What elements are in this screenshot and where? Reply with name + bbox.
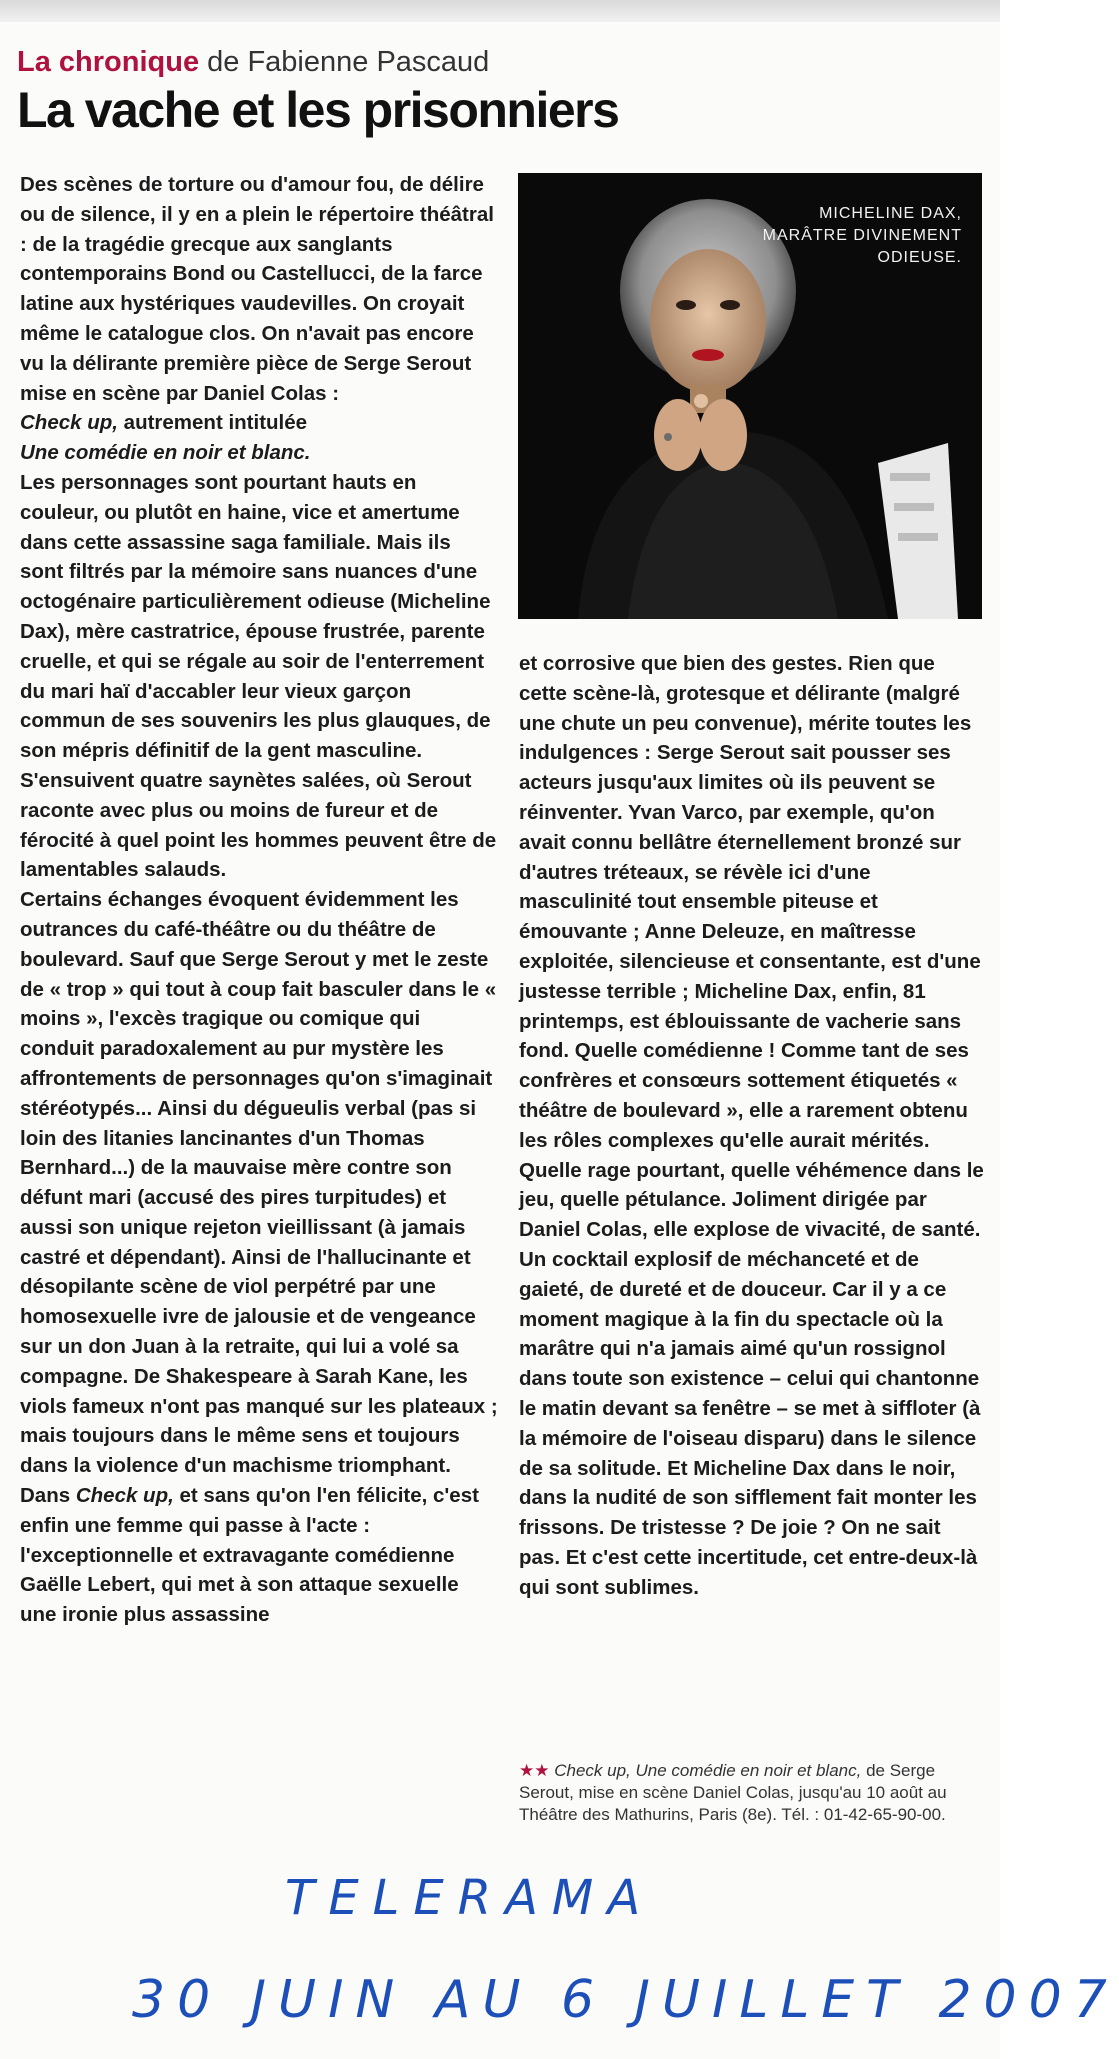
para-intro-cont: autrement intitulée bbox=[117, 411, 308, 435]
rating-stars: ★★ bbox=[519, 1761, 550, 1780]
para-characters: Les personnages sont pourtant hauts en couleur, ou plutôt en haine, vice et amertume dans cette assassine saga familiale. Mais ils sont filtrés par la mémoire sans nuances d'une octogénaire particulièrement odieuse (Micheline Dax), mère castratrice, épouse frustrée, parente cruelle, et qui se régale au soir de l'enterrement du mari haï d'accabler leur vieux garçon commun de ses souvenirs les plus glauques, de son mépris définitif de la gent masculine. S'ensuivent quatre saynètes salées, où Serout raconte avec plus ou moins de fureur et de férocité à quel point les hommes peuvent être de lamentables salauds. bbox=[20, 470, 497, 882]
actress-photo bbox=[518, 173, 982, 619]
para-exchanges-end: et sans qu'on l'en félicite, c'est enfin une femme qui passe à l'acte : l'exceptionnelle et extravagante comédienne Gaëlle Lebert, qui met à son attaque sexuelle une ironie plus assassine bbox=[20, 1484, 479, 1627]
para-exchanges: Certains échanges évoquent évidemment les outrances du café-théâtre ou du théâtre de boulevard. Sauf que Serge Serout y met le zeste de « trop » qui tout à coup fait basculer dans le « moins », l'excès tragique ou comique qui conduit paradoxalement au pur mystère les affrontements de personnages qu'on s'imaginait stéréotypés... Ainsi du dégueulis verbal (pas si loin des litanies lancinantes d'un Thomas Bernhard...) de la mauvaise mère contre son défunt mari (accusé des pires turpitudes) et aussi son unique rejeton vieillissant (à jamais castré et dépendant). Ainsi de l'hallucinante et désopilante scène de viol perpétré par une homosexuelle ivre de jalousie et de vengeance sur un don Juan à la retraite, qui lui a volé sa compagne. De Shakespeare à Sarah Kane, les viols fameux n'ont pas manqué sur les plateaux ; mais toujours dans le même sens et toujours dans la violence d'un machisme triomphant. Dans bbox=[20, 888, 498, 1508]
handwritten-publication: TELERAMA bbox=[285, 1870, 655, 1926]
play-title-italic-2: Check up, bbox=[70, 1484, 174, 1508]
right-column: et corrosive que bien des gestes. Rien que cette scène-là, grotesque et délirante (malgré une chute un peu convenue), mérite toutes les indulgences : Serge Serout sait pousser ses acteurs jusqu'aux limites où ils peuvent se réinventer. Yvan Varco, par exemple, qu'on avait connu bellâtre éternellement bronzé sur d'autres tréteaux, se révèle ici d'une masculinité tout ensemble piteuse et émouvante ; Anne Deleuze, en maîtresse exploitée, silencieuse et consentante, est d'une justesse terrible ; Micheline Dax, enfin, 81 printemps, est éblouissante de vacherie sans fond. Quelle comédienne ! Comme tant de ses confrères et consœurs sottement étiquetés « théâtre de boulevard », elle a rarement obtenu les rôles complexes qu'elle aurait mérités. Quelle rage pourtant, quelle véhémence dans le jeu, quelle pétulance. Joliment dirigée par Daniel Colas, elle explose de vivacité, de santé. Un cocktail explosif de méchanceté et de gaieté, de dureté et de douceur. Car il y a ce moment magique à la fin du spectacle où la marâtre qui n'a jamais aimé qu'un rossignol dans toute son existence – celui qui chantonne le matin devant sa fenêtre – se met à siffloter (à la mémoire de l'oiseau disparu) dans le silence de sa solitude. Et Micheline Dax dans le noir, dans la nudité de son sifflement fait monter les frissons. De tristesse ? De joie ? On ne sait pas. Et c'est cette incertitude, cet entre-deux-là qui sont sublimes. bbox=[519, 652, 984, 1599]
footnote-title: Check up, Une comédie en noir et blanc, bbox=[554, 1761, 862, 1780]
para-intro: Des scènes de torture ou d'amour fou, de délire ou de silence, il y en a plein le répertoire théâtral : de la tragédie grecque aux sanglants contemporains Bond ou Castellucci, de la farce latine aux hystériques vaudevilles. On croyait même le catalogue clos. On n'avait pas encore vu la délirante première pièce de Serge Serout mise en scène par Daniel Colas : bbox=[20, 173, 494, 405]
chronique-line bbox=[17, 44, 957, 80]
footnote-details: de Serge Serout, mise en scène Daniel Colas, jusqu'au 10 août au Théâtre des Mathurins, Paris (8e). Tél. : 01-42-65-90-00. bbox=[519, 1761, 947, 1824]
article-title: La vache et les prisonniers bbox=[17, 82, 619, 138]
play-title-italic: Check up, bbox=[20, 411, 118, 435]
left-column bbox=[20, 170, 498, 1630]
section-label: La chronique bbox=[17, 46, 200, 78]
author-byline: de Fabienne Pascaud bbox=[207, 46, 490, 78]
play-subtitle-italic: Une comédie en noir et blanc. bbox=[20, 441, 311, 465]
photo-caption: MICHELINE DAX, MARÂTRE DIVINEMENT ODIEUSE. bbox=[762, 205, 962, 266]
scan-edge bbox=[0, 0, 1000, 22]
show-info-footnote bbox=[519, 1760, 989, 1826]
handwritten-date: 30 JUIN AU 6 JUILLET 2007 bbox=[132, 1970, 1119, 2030]
article-header bbox=[17, 44, 957, 138]
